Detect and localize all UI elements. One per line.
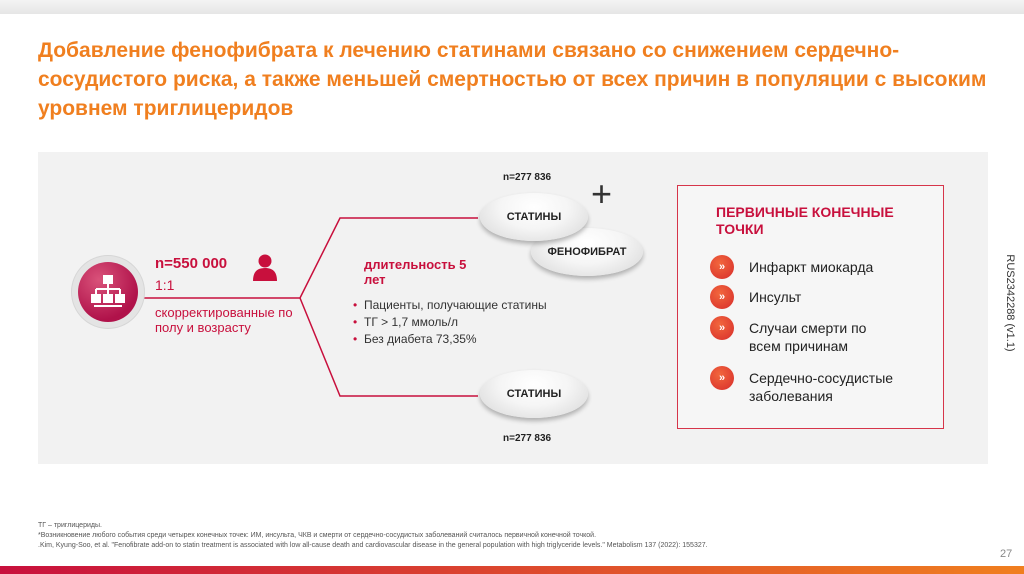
inclusion-criteria <box>352 297 547 348</box>
endpoint-item <box>710 255 873 279</box>
footnote: .Kim, Kyung-Soo, et al. "Fenofibrate add-on to statin treatment is associated with low all-cause death and cardiovascular disease in the general population with high triglyceride levels." Metabolism 137 (2022): 155327. <box>38 542 708 549</box>
endpoint-label: Случаи смерти по всем причинам <box>749 320 867 354</box>
hierarchy-icon <box>78 262 138 322</box>
document-code: RUS2342288 (v1.1) <box>1004 254 1016 352</box>
top-bar <box>0 0 1024 14</box>
fenofibrate-label: ФЕНОФИБРАТ <box>547 246 627 258</box>
endpoint-item <box>710 316 899 355</box>
statins-label-bottom: СТАТИНЫ <box>506 388 562 400</box>
criterion-item: • Пациенты, получающие статины <box>352 297 547 314</box>
page-number: 27 <box>1000 548 1013 560</box>
chevron-right-icon: » <box>710 255 734 279</box>
chevron-right-icon: » <box>710 285 734 309</box>
person-icon <box>252 253 278 286</box>
footnotes <box>38 521 978 551</box>
chevron-right-icon: » <box>710 316 734 340</box>
endpoint-item <box>710 285 801 309</box>
statins-pill-top <box>480 193 588 241</box>
chevron-right-icon: » <box>710 366 734 390</box>
slide-title: Добавление фенофибрата к лечению статинами связано со снижением сердечно-сосудистого риска, а также меньшей смертностью от всех причин в популяции с высоким уровнем триглицеридов <box>38 39 987 120</box>
bottom-accent-bar <box>0 566 1024 574</box>
endpoint-label: Инсульт <box>749 289 802 305</box>
top-arm-size: n=277 836 <box>503 172 552 183</box>
plus-sign: + <box>591 173 613 214</box>
footnote: ТГ – триглицериды. <box>38 522 102 529</box>
footnote: *Возникновение любого события среди четырех конечных точек: ИМ, инсульта, ЧКВ и смерти от сердечно-сосудистых заболеваний считалось первичной конечной точкой. <box>38 532 597 539</box>
primary-endpoints-title: ПЕРВИЧНЫЕ КОНЕЧНЫЕ ТОЧКИ <box>716 204 894 237</box>
bottom-arm-size: n=277 836 <box>503 433 552 444</box>
population-size: n=550 000 <box>155 255 228 272</box>
criterion-item: • ТГ > 1,7 ммоль/л <box>352 314 547 331</box>
randomization-ratio: 1:1 <box>155 277 175 293</box>
endpoint-item <box>710 366 919 405</box>
criterion-item: • Без диабета 73,35% <box>352 331 547 348</box>
statins-label-top: СТАТИНЫ <box>506 211 562 223</box>
statins-pill-bottom <box>480 370 588 418</box>
adjustment-note: скорректированные по полу и возрасту <box>155 305 293 335</box>
study-duration: длительность 5 лет <box>364 257 467 287</box>
endpoint-label: Сердечно-сосудистые заболевания <box>749 370 894 404</box>
endpoint-label: Инфаркт миокарда <box>749 259 874 275</box>
